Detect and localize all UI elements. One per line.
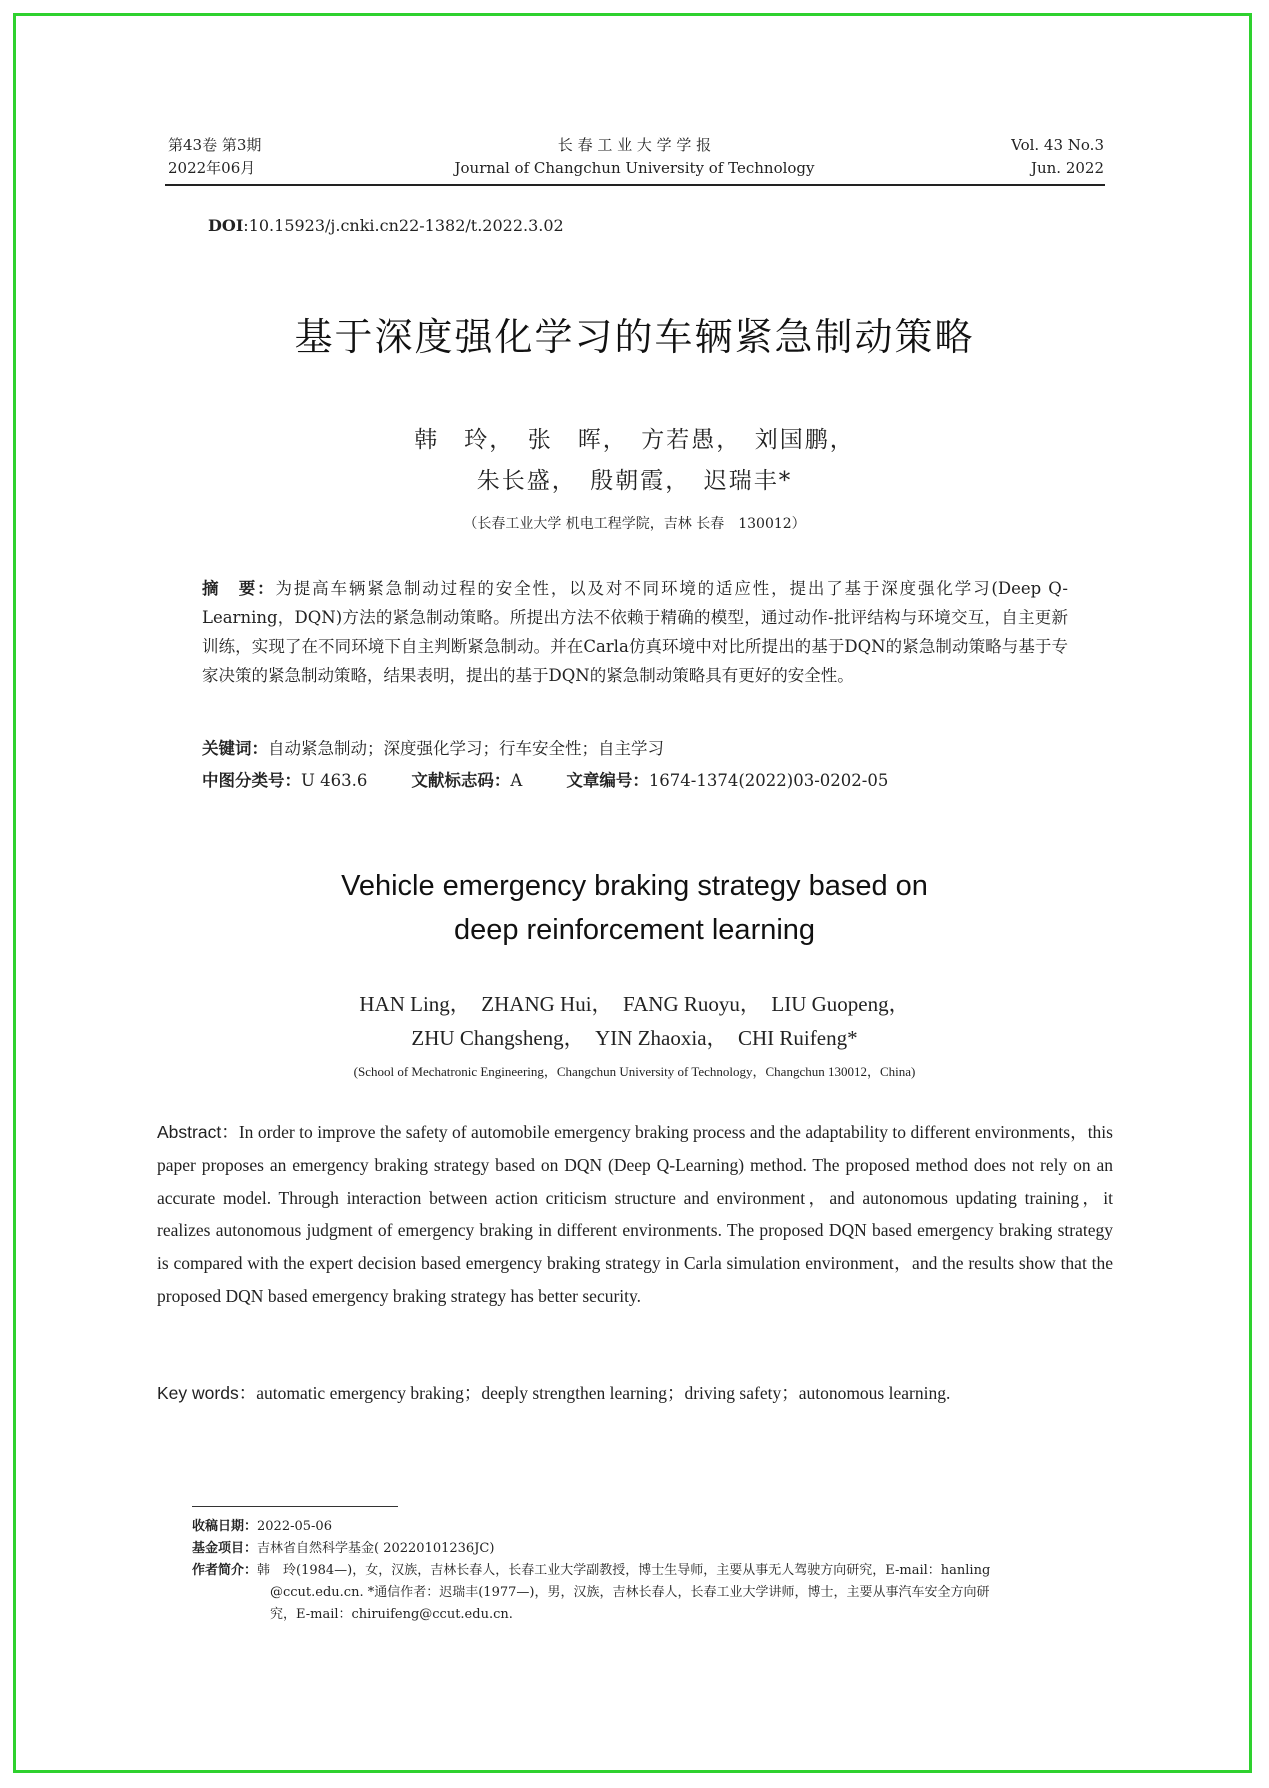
footnote-rule: [192, 1506, 398, 1507]
doi-value: :10.15923/j.cnki.cn22-1382/t.2022.3.02: [243, 216, 564, 235]
received-date-value: 2022-05-06: [257, 1519, 332, 1534]
doi-label: DOI: [208, 216, 244, 235]
fund-project-value: 吉林省自然科学基金( 20220101236JC): [257, 1541, 495, 1556]
author-bio-line3: 究，E-mail：chiruifeng@ccut.edu.cn.: [270, 1607, 513, 1622]
keywords-en: [157, 1377, 1113, 1410]
publication-date-cn: 2022年06月: [168, 159, 256, 177]
article-number-label: 文章编号：: [566, 771, 649, 790]
author-bio-line1: 韩 玲(1984—)，女，汉族，吉林长春人，长春工业大学副教授，博士生导师，主要从事无人驾驶方向研究，E-mail：hanling: [257, 1563, 991, 1578]
volume-issue-en: Vol. 43 No.3: [1011, 136, 1104, 154]
classification-info: [202, 766, 1068, 795]
title-en-line2: deep reinforcement learning: [453, 914, 816, 946]
author-bio: [192, 1560, 1112, 1582]
header-rule: [165, 184, 1105, 186]
abstract-en: [157, 1116, 1113, 1313]
abstract-en-label: Abstract：: [157, 1122, 239, 1142]
footnotes: [192, 1516, 1112, 1626]
keywords-cn-label: 关键词：: [202, 739, 268, 758]
doc-code-value: A: [510, 771, 523, 790]
class-number-label: 中图分类号：: [202, 771, 301, 790]
author-bio-line2: @ccut.edu.cn. *通信作者：迟瑞丰(1977—)，男，汉族，吉林长春人，长春工业大学讲师，博士，主要从事汽车安全方向研: [270, 1585, 990, 1600]
class-number-value: U 463.6: [301, 771, 368, 790]
keywords-en-text: automatic emergency braking；deeply strengthen learning；driving safety；autonomous learning.: [256, 1383, 951, 1403]
authors-cn-line2: 朱长盛， 殷朝霞， 迟瑞丰*: [476, 468, 793, 494]
authors-cn-line1: 韩 玲， 张 晖， 方若愚， 刘国鹏，: [414, 427, 855, 453]
affiliation-cn: （长春工业大学 机电工程学院，吉林 长春 130012）: [463, 516, 806, 532]
author-bio-label: 作者简介：: [192, 1563, 258, 1578]
fund-project-label: 基金项目：: [192, 1541, 258, 1556]
keywords-cn-text: 自动紧急制动；深度强化学习；行车安全性；自主学习: [268, 739, 664, 758]
abstract-cn-label: 摘 要：: [202, 579, 276, 598]
keywords-cn: [202, 734, 1068, 763]
title-en: [0, 864, 1269, 952]
journal-name-cn: 长 春 工 业 大 学 学 报: [557, 136, 712, 154]
authors-en-line1: HAN Ling， ZHANG Hui， FANG Ruoyu， LIU Guopeng，: [359, 992, 910, 1016]
fund-project: [192, 1538, 1112, 1560]
received-date: [192, 1516, 1112, 1538]
volume-issue: 第43卷 第3期: [168, 136, 262, 154]
title-cn: 基于深度强化学习的车辆紧急制动策略: [294, 315, 975, 359]
publication-date-en: Jun. 2022: [1030, 159, 1104, 177]
journal-name-en: Journal of Changchun University of Technology: [454, 159, 815, 177]
doi: [208, 216, 564, 235]
doc-code-label: 文献标志码：: [411, 771, 511, 790]
article-number-value: 1674-1374(2022)03-0202-05: [648, 771, 889, 790]
abstract-cn-text: 为提高车辆紧急制动过程的安全性，以及对不同环境的适应性，提出了基于深度强化学习(Deep Q-Learning，DQN)方法的紧急制动策略。所提出方法不依赖于精确的模型，通过动作-批评结构与环境交互，自主更新训练，实现了在不同环境下自主判断紧急制动。并在Carla仿真环境中对比所提出的基于DQN的紧急制动策略与基于专家决策的紧急制动策略，结果表明，提出的基于DQN的紧急制动策略具有更好的安全性。: [202, 579, 1068, 685]
title-en-line1: Vehicle emergency braking strategy based on: [341, 870, 928, 902]
abstract-cn: [202, 574, 1068, 690]
keywords-en-label: Key words：: [157, 1383, 257, 1403]
received-date-label: 收稿日期：: [192, 1519, 258, 1534]
journal-volume-info-en: [900, 134, 1104, 180]
affiliation-en: (School of Mechatronic Engineering，Changchun University of Technology，Changchun 130012，China): [353, 1064, 916, 1079]
abstract-en-text: In order to improve the safety of automobile emergency braking process and the adaptability to different environments，this paper proposes an emergency braking strategy based on DQN (Deep Q-Learning) method. The proposed method does not rely on an accurate model. Through interaction between action criticism structure and environment，and autonomous updating training，it realizes autonomous judgment of emergency braking in different environments. The proposed DQN based emergency braking strategy is compared with the expert decision based emergency braking strategy in Carla simulation environment，and the results show that the proposed DQN based emergency braking strategy has better security.: [157, 1122, 1113, 1306]
authors-en-line2: ZHU Changsheng， YIN Zhaoxia， CHI Ruifeng*: [411, 1026, 858, 1050]
